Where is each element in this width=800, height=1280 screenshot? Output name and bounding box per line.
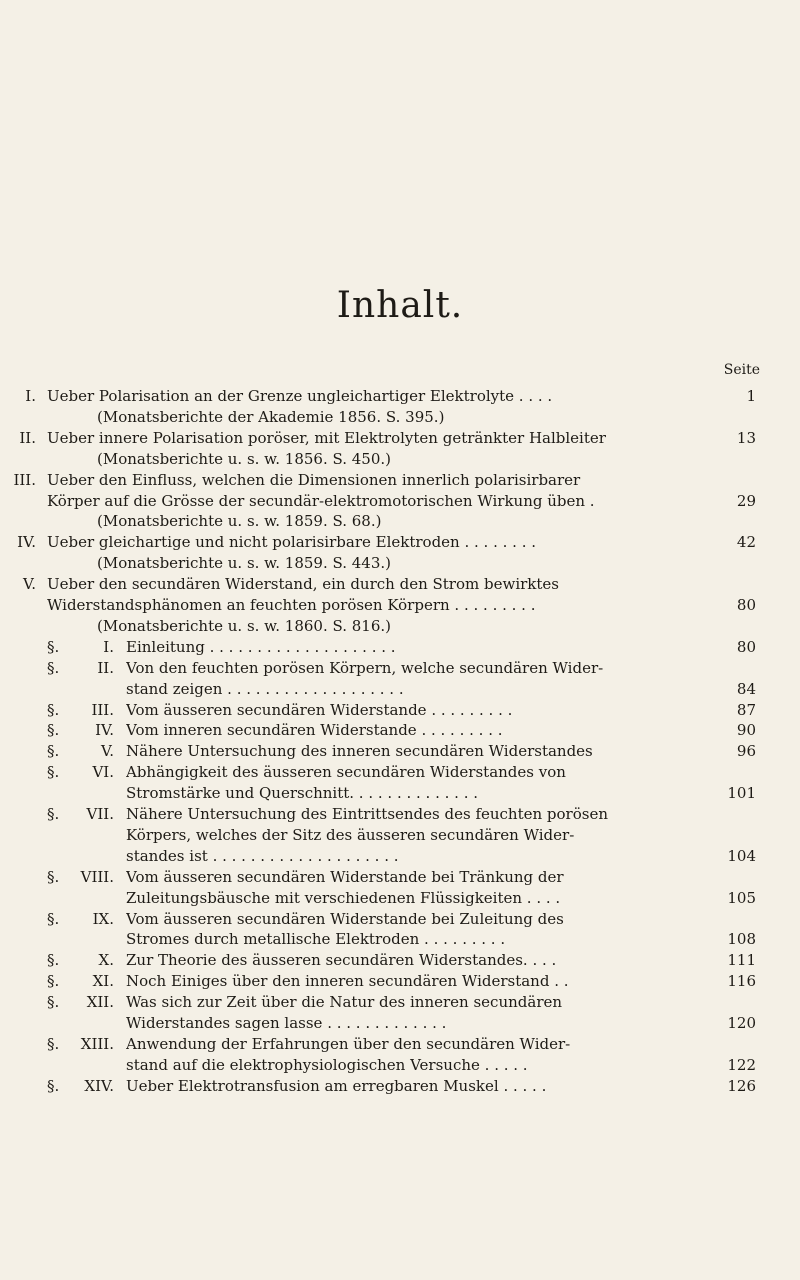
page-number: 13 bbox=[736, 428, 756, 447]
entry-title: Ueber gleichartige und nicht polarisirbare Elektroden . . . . . . . . bbox=[47, 533, 537, 552]
entry-title: Stromes durch metallische Elektroden . . . . . . . . . bbox=[126, 930, 506, 949]
section-number: X. bbox=[98, 951, 114, 970]
chapter-number: II. bbox=[19, 428, 36, 447]
section-sign: §. bbox=[47, 993, 60, 1012]
toc-entry bbox=[0, 825, 800, 845]
toc-entry bbox=[0, 595, 800, 615]
page-number: 120 bbox=[727, 1014, 756, 1032]
entry-title: (Monatsberichte der Akademie 1856. S. 395.) bbox=[97, 407, 445, 426]
page-number: 1 bbox=[746, 387, 756, 405]
section-number: V. bbox=[101, 742, 114, 761]
entry-title: Was sich zur Zeit über die Natur des inneren secundären bbox=[126, 993, 563, 1012]
section-sign: §. bbox=[47, 1034, 60, 1053]
toc-entry bbox=[0, 637, 800, 657]
toc-entry bbox=[0, 658, 800, 678]
page-column-label: Seite bbox=[723, 362, 760, 378]
entry-title: stand zeigen . . . . . . . . . . . . . . . . . . . bbox=[126, 679, 404, 698]
section-number: III. bbox=[91, 700, 114, 719]
entry-title: Widerstandsphänomen an feuchten porösen Körpern . . . . . . . . . bbox=[47, 596, 536, 614]
entry-title: Einleitung . . . . . . . . . . . . . . . . . . . . bbox=[126, 637, 396, 656]
section-number: IX. bbox=[92, 909, 114, 928]
section-number: XIV. bbox=[84, 1076, 114, 1095]
entry-title: Ueber den secundären Widerstand, ein durch den Strom bewirktes bbox=[47, 575, 559, 594]
page-number: 87 bbox=[736, 700, 756, 719]
toc-entry bbox=[0, 511, 800, 531]
toc-entry bbox=[0, 888, 800, 908]
entry-title: Zur Theorie des äusseren secundären Widerstandes. . . . bbox=[126, 951, 557, 970]
section-sign: §. bbox=[47, 763, 60, 782]
section-sign: §. bbox=[47, 867, 60, 886]
section-sign: §. bbox=[47, 637, 60, 656]
entry-title: Von den feuchten porösen Körpern, welche secundären Wider- bbox=[126, 658, 604, 677]
entry-title: Zuleitungsbäusche mit verschiedenen Flüssigkeiten . . . . bbox=[126, 888, 561, 907]
section-sign: §. bbox=[47, 700, 60, 719]
section-sign: §. bbox=[47, 972, 60, 991]
entry-title: Nähere Untersuchung des Eintrittsendes des feuchten porösen bbox=[126, 805, 608, 823]
entry-title: Ueber Polarisation an der Grenze ungleichartiger Elektrolyte . . . . bbox=[47, 387, 553, 405]
toc-entry bbox=[0, 992, 800, 1012]
toc-entry bbox=[0, 1013, 800, 1033]
page-number: 80 bbox=[736, 637, 756, 656]
entry-title: Widerstandes sagen lasse . . . . . . . . . . . . . bbox=[126, 1014, 447, 1032]
section-number: XIII. bbox=[80, 1034, 114, 1053]
chapter-number: I. bbox=[25, 387, 36, 405]
toc-entry bbox=[0, 1034, 800, 1054]
section-number: VII. bbox=[86, 805, 114, 823]
toc-entry bbox=[0, 574, 800, 594]
toc-entry bbox=[0, 950, 800, 970]
toc-entry bbox=[0, 971, 800, 991]
toc-entry bbox=[0, 783, 800, 803]
chapter-number: III. bbox=[13, 470, 36, 489]
section-number: VIII. bbox=[80, 867, 114, 886]
entry-title: Körpers, welches der Sitz des äusseren secundären Wider- bbox=[126, 825, 575, 844]
entry-title: (Monatsberichte u. s. w. 1859. S. 68.) bbox=[97, 512, 382, 531]
page-number: 96 bbox=[736, 742, 756, 761]
toc-entry bbox=[0, 407, 800, 427]
toc-entry bbox=[0, 616, 800, 636]
toc-entry bbox=[0, 846, 800, 866]
entry-title: Vom inneren secundären Widerstande . . . . . . . . . bbox=[126, 721, 503, 740]
section-sign: §. bbox=[47, 951, 60, 970]
section-sign: §. bbox=[47, 909, 60, 928]
page-number: 84 bbox=[736, 679, 756, 698]
toc-entry bbox=[0, 1055, 800, 1075]
section-number: II. bbox=[97, 658, 114, 677]
page-number: 80 bbox=[736, 596, 756, 614]
page-number: 90 bbox=[736, 721, 756, 740]
section-sign: §. bbox=[47, 742, 60, 761]
entry-title: Nähere Untersuchung des inneren secundären Widerstandes bbox=[126, 742, 593, 761]
toc-entry bbox=[0, 470, 800, 490]
toc-entry bbox=[0, 449, 800, 469]
toc-entry bbox=[0, 867, 800, 887]
page-number: 116 bbox=[727, 972, 756, 991]
toc-entry bbox=[0, 491, 800, 511]
section-number: XII. bbox=[86, 993, 114, 1012]
page-number: 101 bbox=[727, 784, 756, 803]
entry-title: Vom äusseren secundären Widerstande bei Zuleitung des bbox=[126, 909, 564, 928]
toc-entry bbox=[0, 679, 800, 699]
toc-entry bbox=[0, 804, 800, 824]
section-number: I. bbox=[103, 637, 114, 656]
entry-title: Noch Einiges über den inneren secundären Widerstand . . bbox=[126, 972, 569, 991]
section-number: IV. bbox=[95, 721, 114, 740]
page-number: 104 bbox=[727, 846, 756, 865]
section-number: XI. bbox=[92, 972, 114, 991]
toc-entry bbox=[0, 720, 800, 740]
entry-title: Abhängigkeit des äusseren secundären Widerstandes von bbox=[126, 763, 566, 782]
toc-entry bbox=[0, 929, 800, 949]
toc-entry bbox=[0, 386, 800, 406]
page-number: 108 bbox=[727, 930, 756, 949]
entry-title: Anwendung der Erfahrungen über den secundären Wider- bbox=[126, 1034, 571, 1053]
entry-title: standes ist . . . . . . . . . . . . . . . . . . . . bbox=[126, 846, 399, 865]
page-number: 111 bbox=[727, 951, 756, 970]
section-number: VI. bbox=[92, 763, 114, 782]
toc-entry bbox=[0, 762, 800, 782]
entry-title: Ueber den Einfluss, welchen die Dimensionen innerlich polarisirbarer bbox=[47, 470, 581, 489]
toc-entry bbox=[0, 553, 800, 573]
entry-title: Ueber innere Polarisation poröser, mit Elektrolyten getränkter Halbleiter bbox=[47, 428, 606, 447]
chapter-number: IV. bbox=[17, 533, 36, 552]
entry-title: Körper auf die Grösse der secundär-elektromotorischen Wirkung üben . bbox=[47, 491, 595, 510]
toc-entry bbox=[0, 909, 800, 929]
page-number: 42 bbox=[736, 533, 756, 552]
section-sign: §. bbox=[47, 1076, 60, 1095]
toc-entry bbox=[0, 428, 800, 448]
entry-title: (Monatsberichte u. s. w. 1860. S. 816.) bbox=[97, 616, 392, 635]
entry-title: (Monatsberichte u. s. w. 1859. S. 443.) bbox=[97, 554, 392, 573]
section-sign: §. bbox=[47, 721, 60, 740]
entry-title: Vom äusseren secundären Widerstande . . . . . . . . . bbox=[126, 700, 513, 719]
chapter-number: V. bbox=[23, 575, 36, 594]
entry-title: Vom äusseren secundären Widerstande bei Tränkung der bbox=[126, 867, 564, 886]
page-number: 122 bbox=[727, 1055, 756, 1074]
toc-entry bbox=[0, 1076, 800, 1096]
entry-title: Stromstärke und Querschnitt. . . . . . . . . . . . . . bbox=[126, 784, 479, 803]
page-number: 105 bbox=[727, 888, 756, 907]
page-title: Inhalt. bbox=[336, 285, 464, 326]
entry-title: (Monatsberichte u. s. w. 1856. S. 450.) bbox=[97, 449, 392, 468]
entry-title: Ueber Elektrotransfusion am erregbaren Muskel . . . . . bbox=[126, 1076, 547, 1095]
toc-entry bbox=[0, 532, 800, 552]
entry-title: stand auf die elektrophysiologischen Versuche . . . . . bbox=[126, 1055, 528, 1074]
section-sign: §. bbox=[47, 805, 60, 823]
section-sign: §. bbox=[47, 658, 60, 677]
toc-entry bbox=[0, 700, 800, 720]
page-number: 126 bbox=[727, 1076, 756, 1095]
toc-entry bbox=[0, 741, 800, 761]
page-number: 29 bbox=[736, 491, 756, 510]
